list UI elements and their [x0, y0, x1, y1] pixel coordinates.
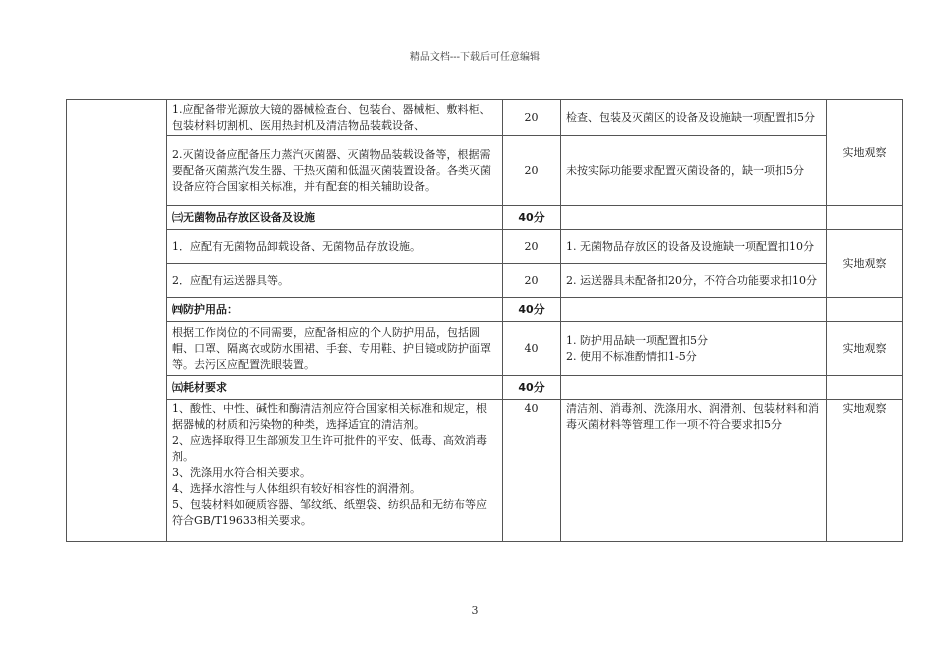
criteria-cell — [561, 322, 827, 376]
requirement-text: 1．应配有无菌物品卸载设备、无菌物品存放设施。 — [167, 230, 503, 264]
requirement-line: 3、洗涤用水符合相关要求。 — [172, 466, 311, 479]
score-value: 40 — [503, 322, 561, 376]
score-value: 40 — [503, 400, 561, 542]
section-row — [67, 206, 903, 230]
requirement-cell — [167, 400, 503, 542]
score-value: 20 — [503, 136, 561, 206]
criteria-text: 检查、包装及灭菌区的设备及设施缺一项配置扣5分 — [561, 100, 827, 136]
category-cell — [67, 100, 167, 542]
table-row — [67, 400, 903, 542]
section-row — [67, 298, 903, 322]
section-row — [67, 376, 903, 400]
section-title: ㈤耗材要求 — [167, 376, 503, 400]
requirement-text: 1.应配备带光源放大镜的器械检查台、包装台、器械柜、敷料柜、包装材料切割机、医用热封机及清洁物品装载设备、 — [167, 100, 503, 136]
section-score: 40分 — [503, 206, 561, 230]
table-row — [67, 264, 903, 298]
section-score: 40分 — [503, 298, 561, 322]
empty-cell — [561, 298, 827, 322]
method-cell: 实地观察 — [827, 230, 903, 298]
score-value: 20 — [503, 264, 561, 298]
requirement-line: 4、选择水溶性与人体组织有较好相容性的润滑剂。 — [172, 482, 421, 495]
method-cell: 实地观察 — [827, 100, 903, 206]
table-row — [67, 230, 903, 264]
section-title: ㈢无菌物品存放区设备及设施 — [167, 206, 503, 230]
requirement-text: 2.灭菌设备应配备压力蒸汽灭菌器、灭菌物品装载设备等，根据需要配备灭菌蒸汽发生器、干热灭菌和低温灭菌装置设备。各类灭菌设备应符合国家相关标准，并有配套的相关辅助设备。 — [167, 136, 503, 206]
requirement-text: 2．应配有运送器具等。 — [167, 264, 503, 298]
section-score: 40分 — [503, 376, 561, 400]
empty-cell — [827, 298, 903, 322]
empty-cell — [827, 376, 903, 400]
score-value: 20 — [503, 100, 561, 136]
requirement-text: 根据工作岗位的不同需要，应配备相应的个人防护用品，包括圆帽、口罩、隔离衣或防水围裙、手套、专用鞋、护目镜或防护面罩等。去污区应配置洗眼装置。 — [167, 322, 503, 376]
empty-cell — [561, 206, 827, 230]
requirement-line: 2、应选择取得卫生部颁发卫生许可批件的平安、低毒、高效消毒剂。 — [172, 434, 487, 463]
requirement-line: 5、包装材料如硬质容器、邹纹纸、纸塑袋、纺织品和无纺布等应符合GB/T19633相关要求。 — [172, 498, 487, 527]
page-header: 精品文档---下载后可任意编辑 — [409, 52, 541, 63]
method-cell: 实地观察 — [827, 400, 903, 542]
requirement-line: 1、酸性、中性、碱性和酶清洁剂应符合国家相关标准和规定，根据器械的材质和污染物的种类，选择适宜的清洁剂。 — [172, 402, 487, 431]
table-row — [67, 136, 903, 206]
criteria-text: 清洁剂、消毒剂、洗涤用水、润滑剂、包装材料和消毒灭菌材料等管理工作一项不符合要求扣5分 — [561, 400, 827, 542]
criteria-text: 2. 运送器具未配备扣20分，不符合功能要求扣10分 — [561, 264, 827, 298]
table-row — [67, 100, 903, 136]
section-title: ㈣防护用品： — [167, 298, 503, 322]
table-row — [67, 322, 903, 376]
method-cell: 实地观察 — [827, 322, 903, 376]
score-value: 20 — [503, 230, 561, 264]
empty-cell — [827, 206, 903, 230]
criteria-text: 未按实际功能要求配置灭菌设备的，缺一项扣5分 — [561, 136, 827, 206]
evaluation-table — [66, 99, 903, 542]
criteria-line: 2. 使用不标准酌情扣1-5分 — [566, 349, 697, 363]
page-number: 3 — [471, 604, 479, 617]
criteria-text: 1. 无菌物品存放区的设备及设施缺一项配置扣10分 — [561, 230, 827, 264]
criteria-line: 1. 防护用品缺一项配置扣5分 — [566, 333, 708, 347]
empty-cell — [561, 376, 827, 400]
